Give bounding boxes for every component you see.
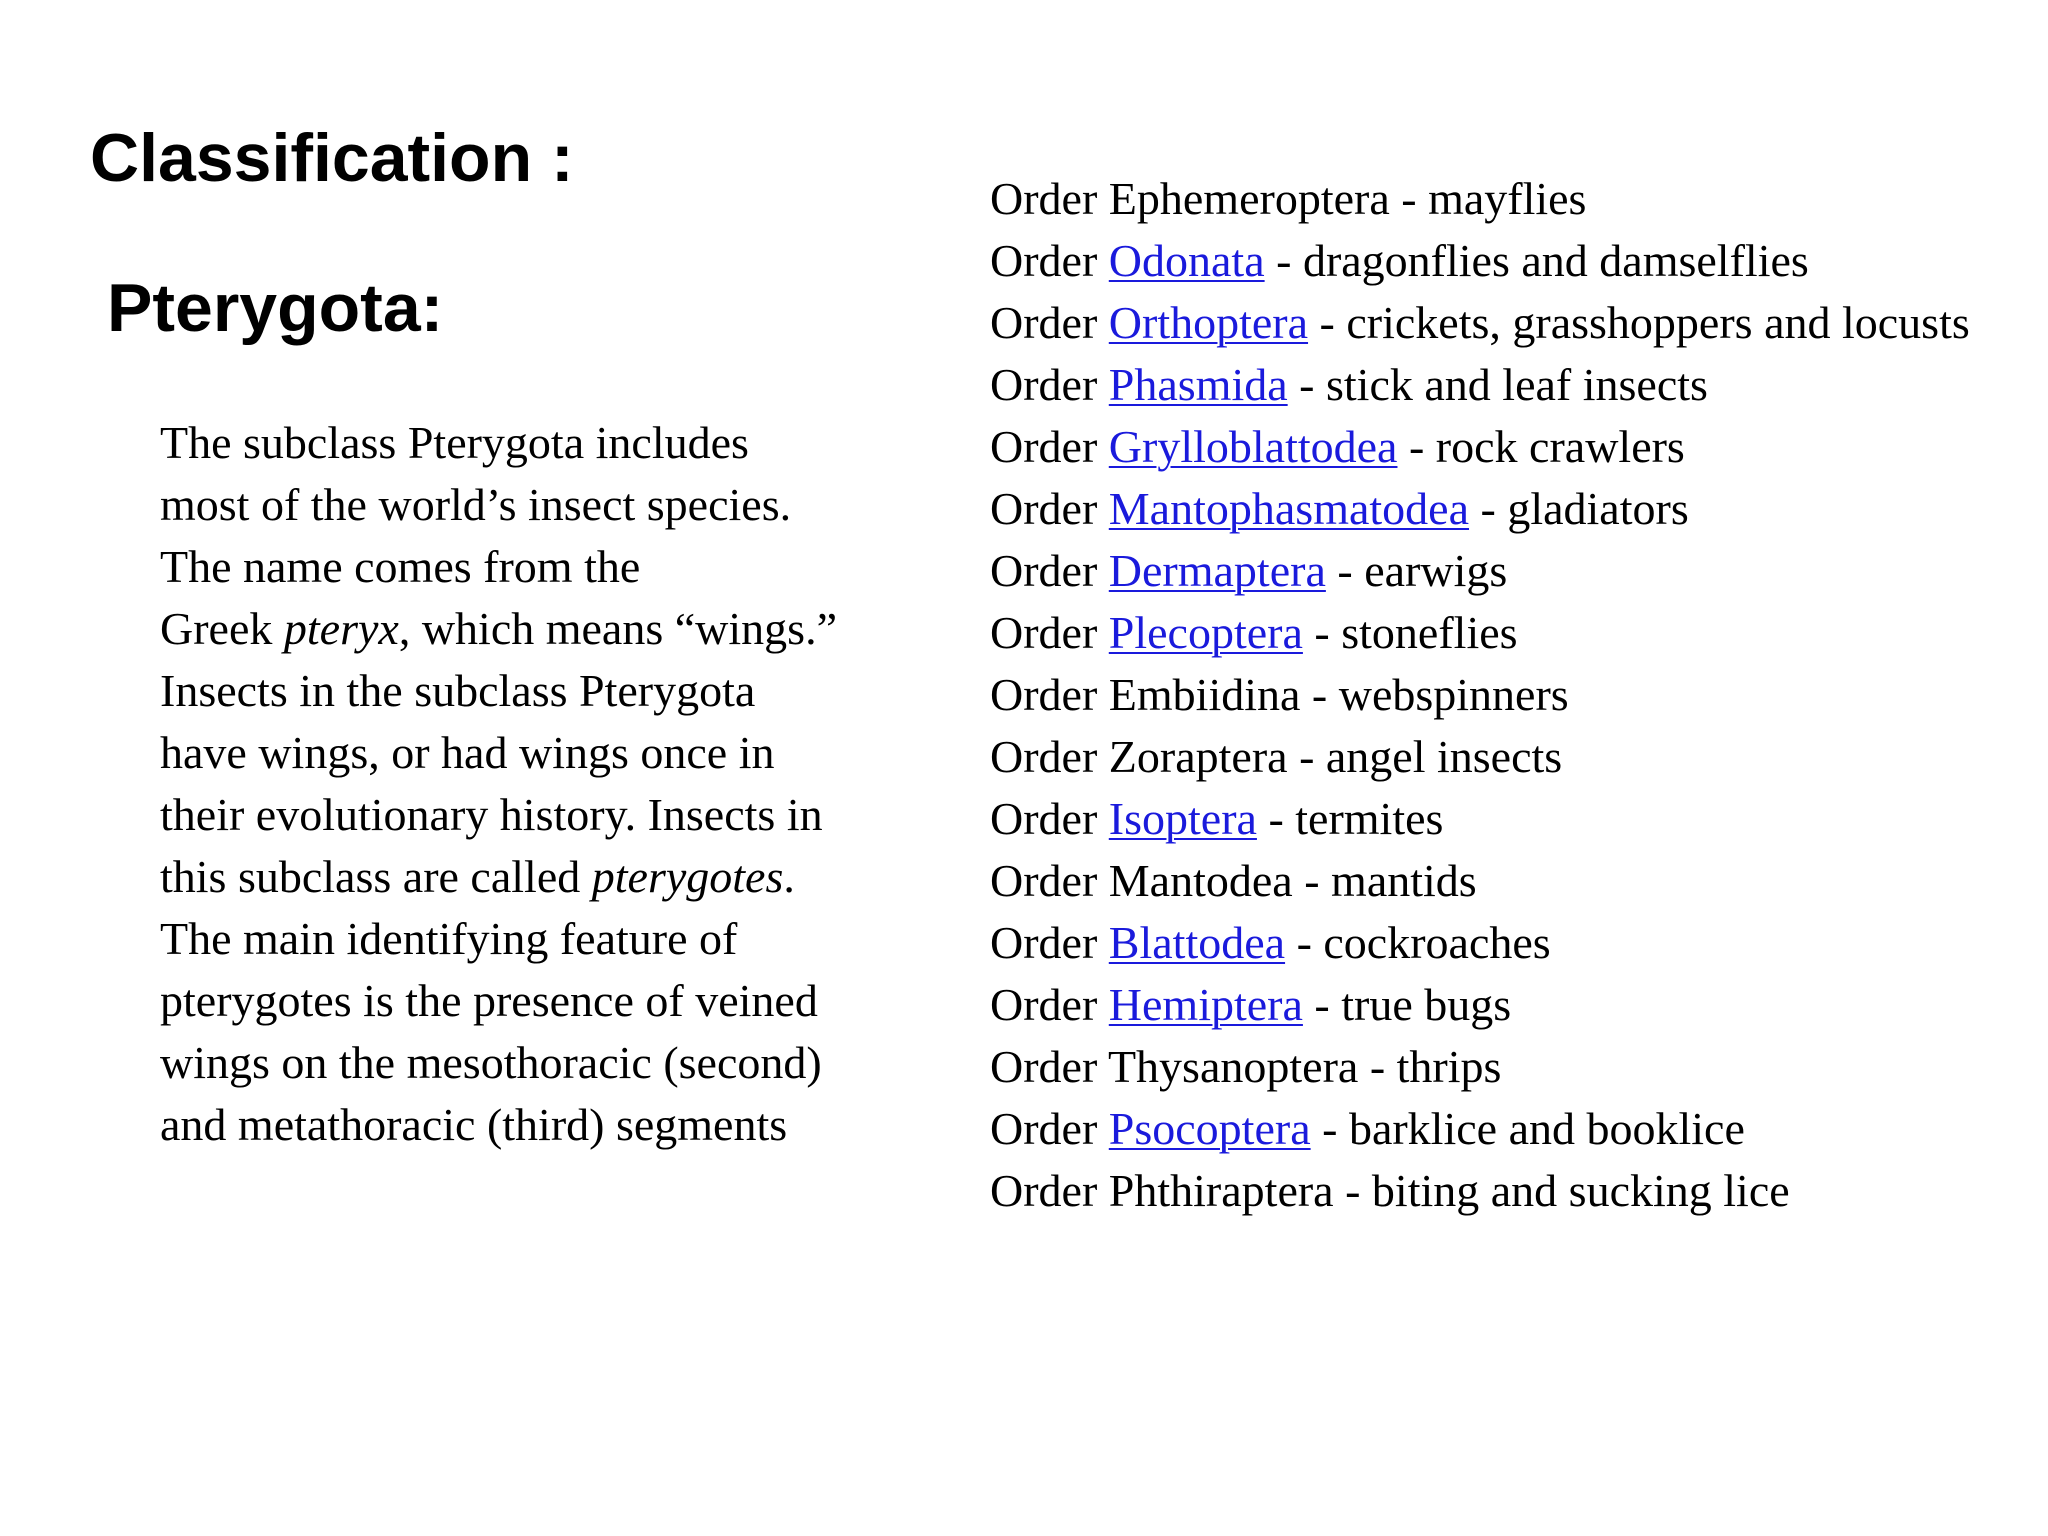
order-description: - true bugs	[1302, 979, 1512, 1030]
order-description: - barklice and booklice	[1310, 1103, 1745, 1154]
order-link-orthoptera[interactable]: Orthoptera	[1108, 297, 1309, 348]
order-item-blattodea	[990, 912, 2030, 974]
order-item-zoraptera	[990, 726, 2030, 788]
order-prefix: Order	[990, 1103, 1109, 1154]
order-prefix: Order	[990, 793, 1109, 844]
description-line	[160, 908, 940, 970]
order-item-mantodea	[990, 850, 2030, 912]
order-description: - dragonflies and damselflies	[1264, 235, 1809, 286]
description-italic-term: pteryx	[283, 603, 399, 654]
order-item-grylloblattodea	[990, 416, 2030, 478]
slide-title: Classification :	[90, 120, 574, 196]
order-link-blattodea[interactable]: Blattodea	[1108, 917, 1286, 968]
description-line	[160, 722, 940, 784]
order-prefix: Order	[990, 855, 1109, 906]
order-description: - thrips	[1358, 1041, 1502, 1092]
order-name-zoraptera: Zoraptera	[1108, 731, 1288, 782]
order-prefix: Order	[990, 1041, 1108, 1092]
order-link-grylloblattodea[interactable]: Grylloblattodea	[1108, 421, 1398, 472]
order-description: - earwigs	[1325, 545, 1508, 596]
order-prefix: Order	[990, 173, 1109, 224]
order-description: - cockroaches	[1285, 917, 1551, 968]
order-item-phthiraptera	[990, 1160, 2030, 1222]
order-prefix: Order	[990, 483, 1109, 534]
order-item-hemiptera	[990, 974, 2030, 1036]
description-line	[160, 1032, 940, 1094]
order-name-embiidina: Embiidina	[1108, 669, 1301, 720]
description-line	[160, 412, 940, 474]
description-text: this subclass are called	[160, 851, 592, 902]
order-name-phthiraptera: Phthiraptera	[1108, 1165, 1334, 1216]
order-prefix: Order	[990, 731, 1109, 782]
order-prefix: Order	[990, 545, 1109, 596]
order-name-ephemeroptera: Ephemeroptera	[1108, 173, 1390, 224]
description-line	[160, 536, 940, 598]
order-item-phasmida	[990, 354, 2030, 416]
order-link-plecoptera[interactable]: Plecoptera	[1108, 607, 1303, 658]
order-description: - angel insects	[1287, 731, 1563, 782]
description-text: The name comes from the	[160, 541, 641, 592]
description-paragraph	[160, 412, 940, 1156]
order-prefix: Order	[990, 669, 1109, 720]
order-prefix: Order	[990, 979, 1109, 1030]
order-description: - mantids	[1292, 855, 1477, 906]
description-text: Insects in the subclass Pterygota	[160, 665, 756, 716]
description-text: and metathoracic (third) segments	[160, 1099, 788, 1150]
order-item-mantophasmatodea	[990, 478, 2030, 540]
order-description: - webspinners	[1300, 669, 1569, 720]
order-item-orthoptera	[990, 292, 1970, 354]
description-text: have wings, or had wings once in	[160, 727, 775, 778]
order-item-isoptera	[990, 788, 2030, 850]
description-line	[160, 970, 940, 1032]
order-name-mantodea: Mantodea	[1108, 855, 1293, 906]
order-description: - gladiators	[1469, 483, 1689, 534]
order-item-ephemeroptera	[990, 168, 2030, 230]
description-italic-term: pterygotes	[591, 851, 784, 902]
description-line	[160, 784, 940, 846]
order-link-isoptera[interactable]: Isoptera	[1108, 793, 1257, 844]
order-link-mantophasmatodea[interactable]: Mantophasmatodea	[1108, 483, 1470, 534]
order-description: - rock crawlers	[1397, 421, 1685, 472]
order-prefix: Order	[990, 1165, 1109, 1216]
order-description: - termites	[1256, 793, 1444, 844]
order-item-odonata	[990, 230, 2030, 292]
description-line	[160, 660, 940, 722]
order-link-hemiptera[interactable]: Hemiptera	[1108, 979, 1303, 1030]
order-item-plecoptera	[990, 602, 2030, 664]
order-description: - crickets, grasshoppers and locusts	[1308, 297, 1970, 348]
order-prefix: Order	[990, 297, 1109, 348]
section-subtitle: Pterygota:	[107, 270, 444, 346]
order-description: - biting and sucking lice	[1333, 1165, 1790, 1216]
orders-list	[990, 168, 2030, 1222]
description-text: pterygotes is the presence of veined	[160, 975, 818, 1026]
description-text: Greek	[160, 603, 284, 654]
order-description: - stoneflies	[1302, 607, 1518, 658]
description-text: , which means “wings.”	[398, 603, 837, 654]
order-prefix: Order	[990, 359, 1109, 410]
order-link-dermaptera[interactable]: Dermaptera	[1108, 545, 1326, 596]
order-link-phasmida[interactable]: Phasmida	[1108, 359, 1288, 410]
order-name-thysanoptera: Thysanoptera	[1107, 1041, 1359, 1092]
description-text: .	[783, 851, 795, 902]
order-item-dermaptera	[990, 540, 2030, 602]
description-text: most of the world’s insect species.	[160, 479, 792, 530]
order-item-thysanoptera	[990, 1036, 2030, 1098]
order-link-odonata[interactable]: Odonata	[1108, 235, 1265, 286]
description-line	[160, 474, 940, 536]
order-link-psocoptera[interactable]: Psocoptera	[1108, 1103, 1311, 1154]
order-prefix: Order	[990, 917, 1109, 968]
order-item-psocoptera	[990, 1098, 2030, 1160]
description-line	[160, 846, 940, 908]
description-line	[160, 1094, 940, 1156]
order-prefix: Order	[990, 421, 1109, 472]
order-prefix: Order	[990, 607, 1109, 658]
order-prefix: Order	[990, 235, 1109, 286]
description-line	[160, 598, 940, 660]
order-description: - stick and leaf insects	[1287, 359, 1708, 410]
order-description: - mayflies	[1389, 173, 1587, 224]
order-item-embiidina	[990, 664, 2030, 726]
description-text: wings on the mesothoracic (second)	[160, 1037, 822, 1088]
description-text: their evolutionary history. Insects in	[160, 789, 823, 840]
description-text: The main identifying feature of	[160, 913, 738, 964]
description-text: The subclass Pterygota includes	[160, 417, 749, 468]
